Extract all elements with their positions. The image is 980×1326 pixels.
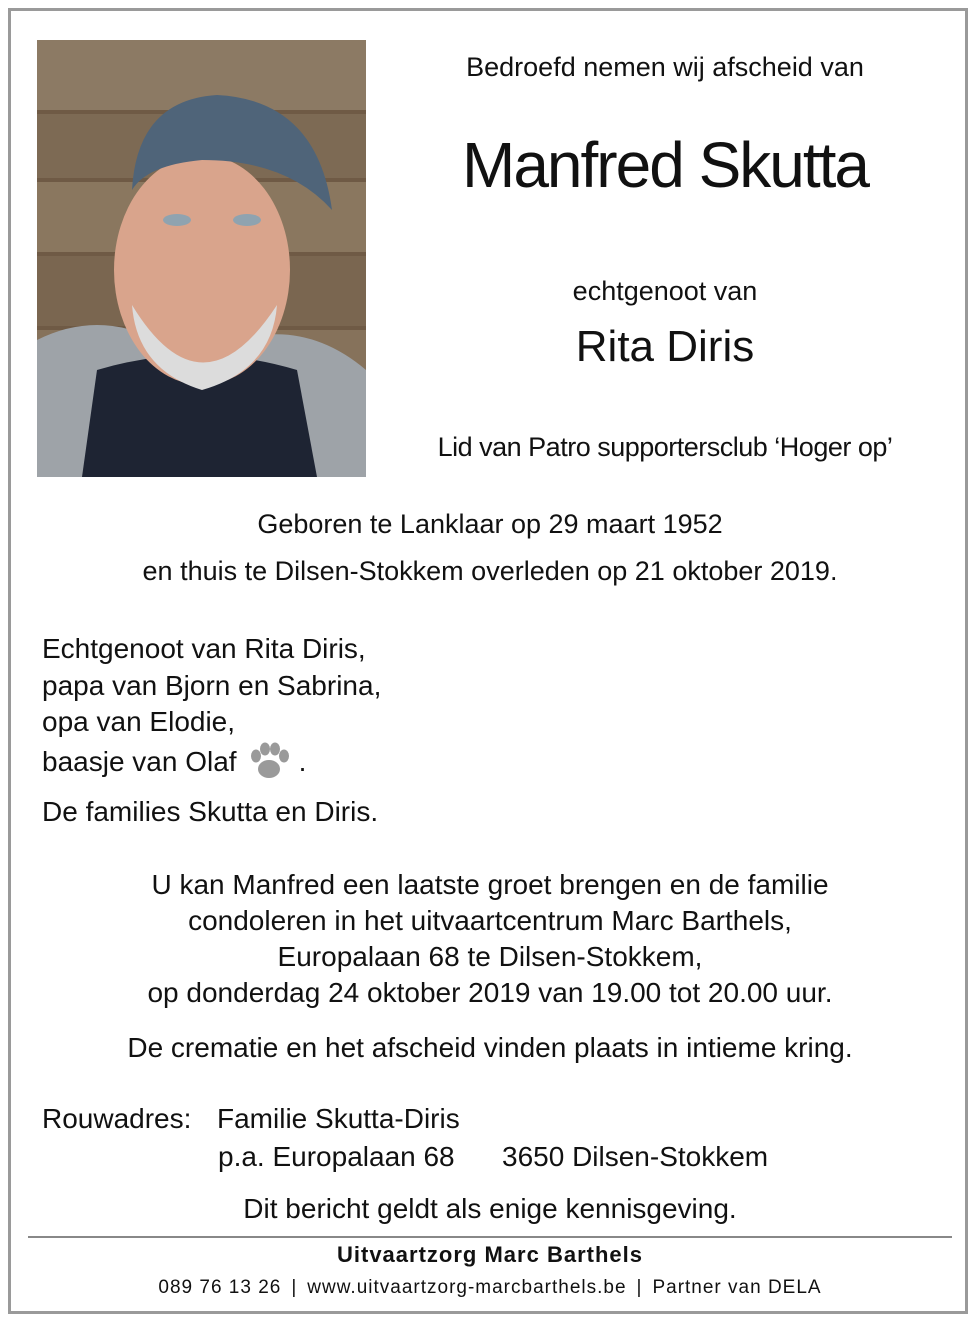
funeral-company: Uitvaartzorg Marc Barthels (337, 1242, 643, 1267)
footer-separator: | (636, 1277, 643, 1298)
family-line-pet-end: . (298, 745, 307, 777)
footer-contact-line (0, 1277, 980, 1299)
intro-text: Bedroefd nemen wij afscheid van (466, 52, 864, 82)
portrait-photo (37, 40, 366, 477)
family-line-spouse: Echtgenoot van Rita Diris, (42, 633, 366, 664)
family-line-grandchild: opa van Elodie, (42, 706, 236, 737)
spouse-label: echtgenoot van (572, 276, 758, 306)
deceased-name: Manfred Skutta (462, 129, 868, 201)
families-text: De families Skutta en Diris. (42, 796, 379, 827)
paw-print-icon (247, 740, 291, 787)
footer-phone: 089 76 13 26 (158, 1277, 282, 1298)
address-street: p.a. Europalaan 68 (218, 1141, 455, 1172)
address-label: Rouwadres: (42, 1103, 192, 1134)
birth-text: Geboren te Lanklaar op 29 maart 1952 (257, 509, 723, 539)
footer-separator: | (291, 1277, 298, 1298)
footer-divider (28, 1236, 952, 1238)
address-name: Familie Skutta-Diris (217, 1103, 460, 1134)
footer-partner: Partner van DELA (652, 1277, 822, 1298)
family-line-children: papa van Bjorn en Sabrina, (42, 670, 382, 701)
family-line-pet-text: baasje van Olaf (42, 745, 237, 777)
footer-website[interactable]: www.uitvaartzorg-marcbarthels.be (307, 1277, 627, 1298)
visitation-line-1: U kan Manfred een laatste groet brengen en de familie (151, 869, 829, 900)
cremation-text: De crematie en het afscheid vinden plaats in intieme kring. (127, 1032, 853, 1063)
membership-text: Lid van Patro supportersclub ‘Hoger op’ (437, 432, 893, 462)
visitation-line-2: condoleren in het uitvaartcentrum Marc Barthels, (188, 905, 792, 936)
family-line-pet (42, 740, 306, 787)
spouse-name: Rita Diris (575, 322, 755, 371)
visitation-line-4: op donderdag 24 oktober 2019 van 19.00 tot 20.00 uur. (147, 977, 833, 1008)
visitation-line-3: Europalaan 68 te Dilsen-Stokkem, (277, 941, 703, 972)
address-city: 3650 Dilsen-Stokkem (502, 1141, 769, 1172)
death-text: en thuis te Dilsen-Stokkem overleden op 21 oktober 2019. (142, 556, 838, 586)
notice-text: Dit bericht geldt als enige kennisgeving. (243, 1193, 737, 1224)
